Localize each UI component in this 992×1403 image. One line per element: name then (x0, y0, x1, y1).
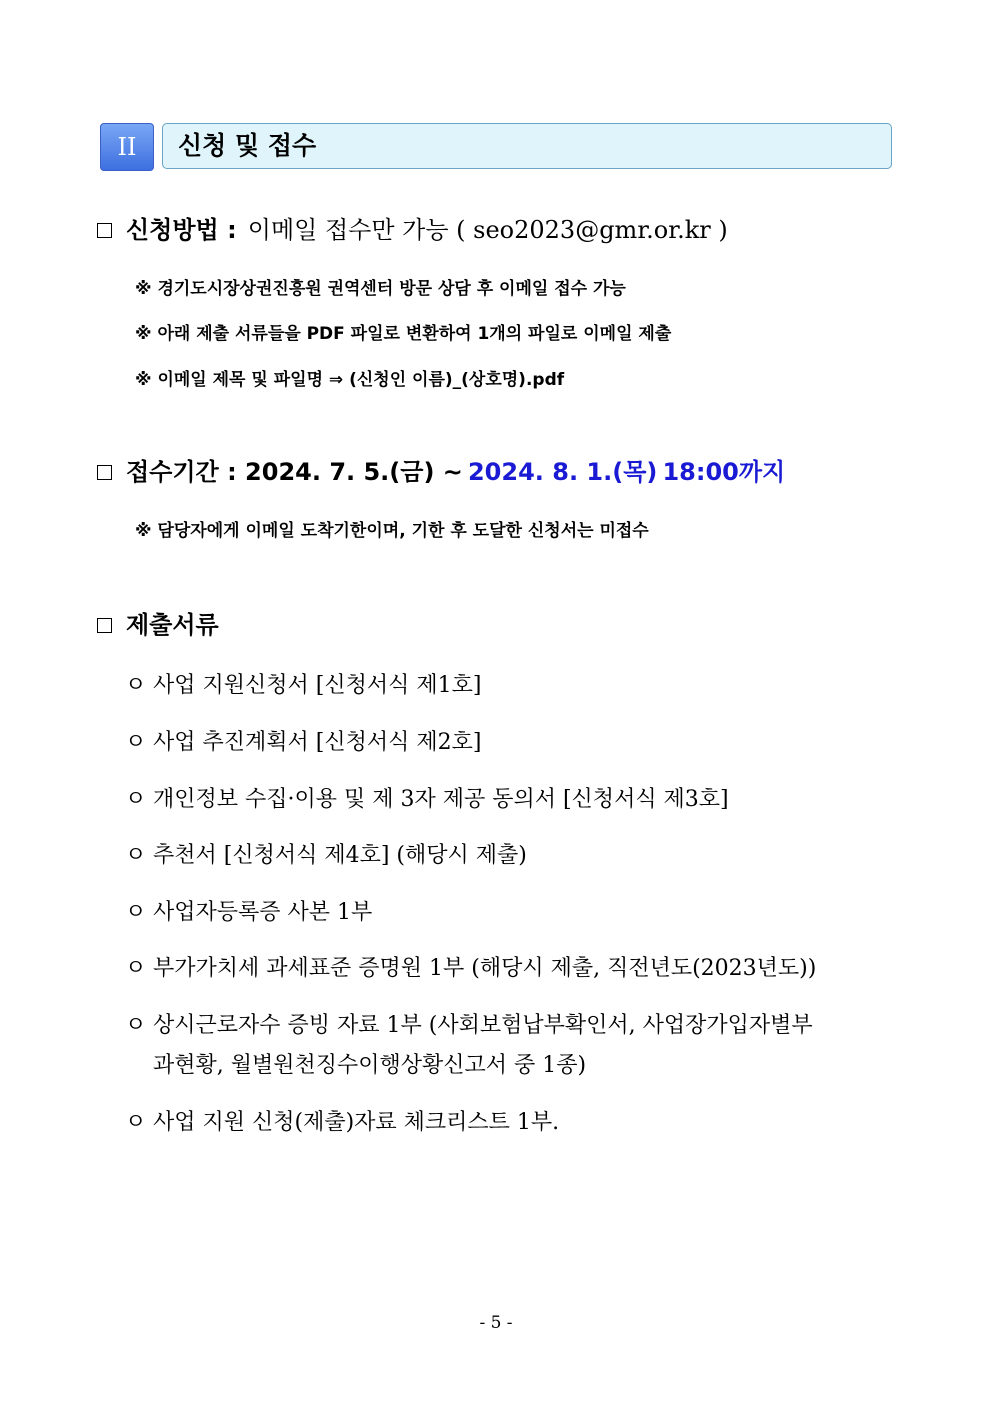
circle-bullet-icon: ㅇ (125, 843, 147, 868)
method-text: 이메일 접수만 가능 ( seo2023@gmr.or.kr ) (247, 216, 728, 244)
method-note-2: ※ 아래 제출 서류들을 PDF 파일로 변환하여 1개의 파일로 이메일 제출 (135, 324, 672, 344)
method-note-3: ※ 이메일 제목 및 파일명 ⇒ (신청인 이름)_(상호명).pdf (135, 370, 565, 390)
circle-bullet-icon: ㅇ (125, 956, 147, 981)
period-note: ※ 담당자에게 이메일 도착기한이며, 기한 후 도달한 신청서는 미접수 (135, 521, 649, 541)
circle-bullet-icon: ㅇ (125, 673, 147, 698)
checkbox-square-icon (97, 618, 112, 633)
page-number: - 5 - (479, 1313, 513, 1333)
circle-bullet-icon: ㅇ (125, 1110, 147, 1135)
documents-label: 제출서류 (126, 611, 219, 639)
method-label: 신청방법 : (126, 216, 237, 244)
method-heading (97, 210, 728, 245)
checkbox-square-icon (97, 223, 112, 238)
list-item: ㅇ 사업 지원신청서 [신청서식 제1호] (125, 668, 481, 699)
circle-bullet-icon: ㅇ (125, 900, 147, 925)
checkbox-square-icon (97, 465, 112, 480)
period-end-time: 18:00까지 (662, 458, 786, 486)
list-item: ㅇ 사업 추진계획서 [신청서식 제2호] (125, 725, 481, 756)
circle-bullet-icon: ㅇ (125, 787, 147, 812)
list-item: ㅇ 상시근로자수 증빙 자료 1부 (사회보험납부확인서, 사업장가입자별부 (125, 1008, 813, 1039)
list-item-continuation: 과현황, 월별원천징수이행상황신고서 중 1종) (153, 1053, 587, 1078)
period-heading (97, 452, 785, 487)
period-end-date: 2024. 8. 1.(목) (467, 458, 658, 486)
section-title: 신청 및 접수 (178, 131, 317, 160)
method-note-1: ※ 경기도시장상권진흥원 권역센터 방문 상담 후 이메일 접수 가능 (135, 279, 626, 299)
list-item: ㅇ 사업자등록증 사본 1부 (125, 895, 372, 926)
period-label: 접수기간 : 2024. 7. 5.(금) ~ (126, 458, 463, 486)
circle-bullet-icon: ㅇ (125, 1013, 147, 1038)
list-item: ㅇ 사업 지원 신청(제출)자료 체크리스트 1부. (125, 1105, 559, 1136)
section-number-badge: II (100, 123, 154, 171)
circle-bullet-icon: ㅇ (125, 730, 147, 755)
list-item: ㅇ 추천서 [신청서식 제4호] (해당시 제출) (125, 838, 527, 869)
documents-heading (97, 605, 219, 640)
list-item: ㅇ 개인정보 수집·이용 및 제 3자 제공 동의서 [신청서식 제3호] (125, 782, 729, 813)
list-item: ㅇ 부가가치세 과세표준 증명원 1부 (해당시 제출, 직전년도(2023년도)) (125, 951, 816, 982)
